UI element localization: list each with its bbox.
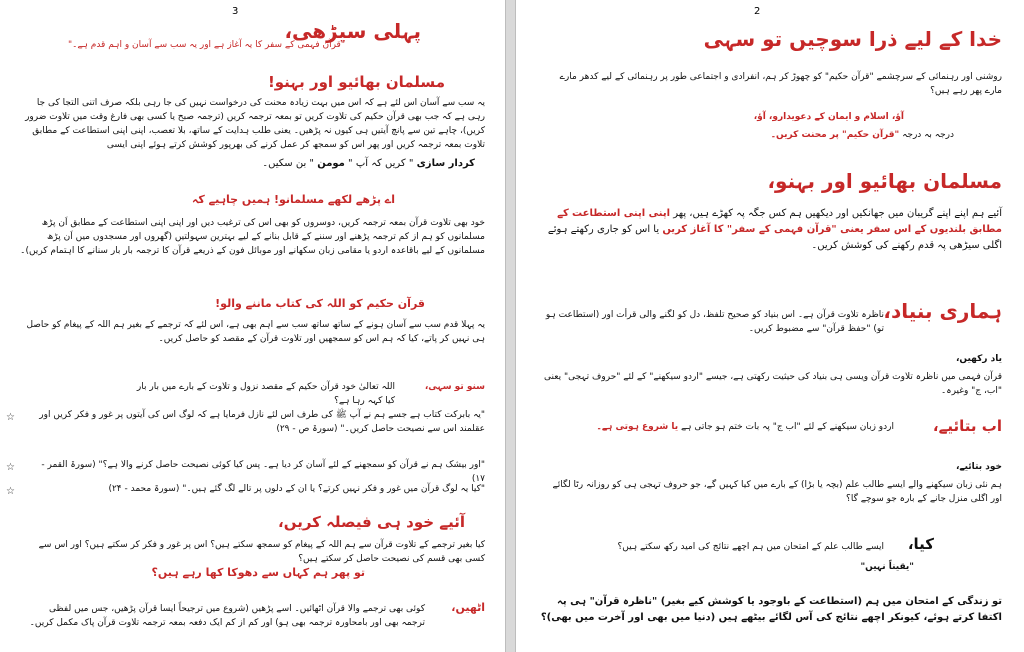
body-text-highlight: کے مطابق بلندیوں کے اس سفر یعنی "قرآن فہمی کے سفر" کا آغاز کریں: [557, 208, 1002, 235]
page-subtitle: "قرآن فہمی کے سفر کا یہ آغاز ہے اور یہ سب سے آسان و اہم قدم ہے۔": [67, 40, 345, 50]
section-body: خود بھی تلاوت قرآن بمعہ ترجمہ کریں، دوسروں کو بھی اس کی ترغیب دیں اور اپنی اپنی استطاعت کے مطابق اَن پڑھ مسلمانوں کو ہم از کم ترجمہ پڑھنے اور سننے کے قابل بنانے کے لیے بہترین سہولتیں (گھروں اور مسجدوں میں اَن پڑھ مسلمانوں کے لیے باقاعدہ اردو یا مقامی زبان سکھانے اور موبائل فون کے ذریعے قرآن کا ترجمہ بار بار سنانے کا اہتمام کریں)۔: [20, 218, 485, 256]
page-number: 2: [754, 6, 761, 17]
section-body: یہ پہلا قدم سب سے آسان ہونے کے ساتھ ساتھ سب سے اہم بھی ہے، اس لئے کہ ترجمے کے بغیر ہم اللہ کے پیغام کو حاصل ہی نہیں کر پاتے، کیا کہ ہم اس کو سمجھیں اور تلاوت قرآن کے مقصد کو حاصل کریں۔: [26, 320, 485, 344]
section-body: [532, 206, 1002, 254]
section-label: اٹھیں،: [451, 601, 485, 614]
quote-text: "اور بیشک ہم نے قرآن کو سمجھنے کے لئے آسان کر دیا ہے۔ پس کیا کوئی نصیحت حاصل کرنے والا ہے؟" (سورۃ القمر - ۱۷): [41, 460, 485, 484]
call-line: آؤ، اسلام و ایمان کے دعویدارو، آؤ،: [753, 112, 904, 122]
body-text: رکھتے ہوئے اگلی سیڑھی پہ قدم رکھنے کی کوشش کریں۔: [547, 224, 1002, 251]
page-number: 3: [232, 6, 239, 17]
page-title: خدا کے لیے ذرا سوچیں تو سہی: [703, 27, 1002, 51]
section-label: کیا،: [907, 535, 934, 553]
star-bullet-icon: ☆: [6, 462, 15, 473]
highlight-text: کردار سازی: [416, 158, 475, 169]
intro-text: روشنی اور رہنمائی کے سرچشمے "قرآن حکیم" کو چھوڑ کر ہم، انفرادی و اجتماعی طور پر رہنمائی کے لیے کدھر مارے مارے پھر رہے ہیں؟: [559, 72, 1002, 96]
closing-text: تو زندگی کے امتحان میں ہم (استطاعت کے باوجود یا کوشش کیے بغیر) "ناظرہ قرآن" ہی پہ اکتفا کرتے ہوئے، کیونکر اچھے نتائج کی آس لگائے بیٹھے ہیں (دنیا میں بھی اور آخرت میں بھی)؟: [540, 596, 1002, 623]
section-heading: مسلمان بھائیو اور بہنو،: [767, 169, 1002, 193]
highlight-text: " بن سکیں۔: [262, 158, 315, 169]
highlight-text: " کریں کہ آپ ": [348, 158, 414, 169]
section-heading: اے پڑھے لکھے مسلمانو! ہمیں چاہیے کہ: [191, 193, 395, 206]
body-text: آئیے ہم اپنے اپنے گریبان میں جھانکیں اور دیکھیں ہم کس جگہ پہ کھڑے ہیں، پھر: [673, 208, 1002, 219]
body-text-highlight: یا شروع ہوتی ہے۔: [596, 422, 679, 432]
section-label: خود بتائیے،: [955, 462, 1002, 472]
section-heading: اب بتائیے،: [932, 417, 1002, 435]
right-page: [515, 0, 1024, 652]
star-bullet-icon: ☆: [6, 412, 15, 423]
section-body: ناظرہ تلاوت قرآن ہے۔ اس بنیاد کو صحیح تلفظ، دل کو لگنے والی قرأت اور (استطاعت ہو تو) "حفظ قرآن" سے مضبوط کریں۔: [545, 310, 884, 334]
call-text-highlight: "قرآن حکیم" پر محنت کریں۔: [770, 130, 900, 140]
page-title: پہلی سیڑھی،: [284, 19, 421, 43]
section-body: یہ سب سے آسان اس لئے ہے کہ اس میں بہت زیادہ محنت کی درخواست نہیں کی جا رہی بلکہ صرف اتنی التجا کی جا رہی ہے کہ جب بھی قرآن حکیم کی تلاوت کریں تو بمعہ ترجمہ کریں (ترجمہ صبح یا کسی بھی فارغ وقت میں تلاوت ضرور کریں)، چاہے تین سے پانچ آیتیں ہی کیوں نہ پڑھیں۔ یعنی طلب ہدایت کے ساتھ، بلا تعصب، اپنی اپنی استطاعت کے مطابق تلاوت بمعہ ترجمہ کریں اور پھر اس کو سمجھ کر عمل کرنے کی بھرپور کوشش کرتے ہوئے اپنی ایسی: [25, 98, 485, 150]
quote-text: "یہ بابرکت کتاب ہے جسے ہم نے آپ ﷺ کی طرف اس لئے نازل فرمایا ہے کہ لوگ اس کی آیتوں پر غور و فکر کریں اور عقلمند اس سے نصیحت حاصل کریں۔" (سورۃ ص - ۲۹): [39, 410, 485, 434]
call-line: [624, 128, 954, 142]
section-body: ایسے طالب علم کے امتحان میں ہم اچھے نتائج کی امید رکھ سکتے ہیں؟: [617, 542, 884, 552]
star-bullet-icon: ☆: [6, 486, 15, 497]
section-body: [544, 420, 894, 434]
body-text: یا اس کو جاری: [596, 224, 660, 235]
highlight-text: مومن: [317, 158, 345, 169]
section-body: ہم نئی زبان سیکھنے والے ایسے طالب علم (بچہ یا بڑا) کے بارے میں کیا کہیں گے، جو حروف تہجی ہی کو روزانہ رٹا لگائے اور اگلی منزل جانے کے بارہ جو سوچے گا؟: [552, 480, 1002, 504]
answer-text: "یقیناً نہیں": [860, 562, 914, 572]
left-page: [0, 0, 506, 652]
section-label: یاد رکھیں،: [955, 354, 1002, 364]
section-heading: ہماری بنیاد،: [883, 299, 1002, 323]
section-body: کوئی بھی ترجمے والا قرآن اٹھائیں۔ اسے پڑھیں (شروع میں ترجیحاً ایسا قرآن پڑھیں، جس میں لفظی ترجمہ بھی اور بامحاورہ ترجمہ بھی ہو) اور کم از کم ایک دفعہ بمعہ ترجمہ تلاوت قرآن پاک مکمل کریں۔: [29, 604, 425, 628]
highlight-line: [35, 157, 475, 171]
section-label: سنو تو سہی،: [424, 382, 485, 392]
body-text: اردو زبان سیکھنے کے لئے "اب ج" پہ بات ختم ہو جاتی ہے: [681, 422, 894, 432]
section-intro: اللہ تعالیٰ خود قرآن حکیم کے مقصد نزول و تلاوت کے بارے میں بار بار کیا کہہ رہا ہے؟: [136, 382, 395, 406]
quote-text: "کیا یہ لوگ قرآن میں غور و فکر نہیں کرتے؟ یا ان کے دلوں پر تالے لگ گئے ہیں۔" (سورۃ محمد - ۲۴): [108, 484, 485, 494]
body-text-highlight: اپنی اپنی استطاعت: [572, 208, 671, 219]
section-heading: آئیے خود ہی فیصلہ کریں،: [278, 513, 465, 531]
section-heading: تو پھر ہم کہاں سے دھوکا کھا رہے ہیں؟: [151, 566, 365, 579]
section-body: قرآن فہمی میں ناظرہ تلاوت قرآن ویسی ہی بنیاد کی حیثیت رکھتی ہے، جیسے "اردو سیکھنے" کے لئے "حروف تہجی" یعنی "اب، ج" وغیرہ۔: [544, 372, 1002, 396]
section-heading: مسلمان بھائیو اور بہنو!: [267, 73, 445, 91]
section-heading: قرآن حکیم کو اللہ کی کتاب ماننے والو!: [215, 297, 425, 310]
call-text: درجہ بہ درجہ: [902, 130, 954, 140]
section-body: کیا بغیر ترجمے کے تلاوت قرآن سے ہم اللہ کے پیغام کو سمجھ سکتے ہیں؟ اس پر غور و فکر کر سکتے ہیں؟ اور اس سے کسی بھی قسم کی نصیحت حاصل کر سکتے ہیں؟: [38, 540, 485, 564]
